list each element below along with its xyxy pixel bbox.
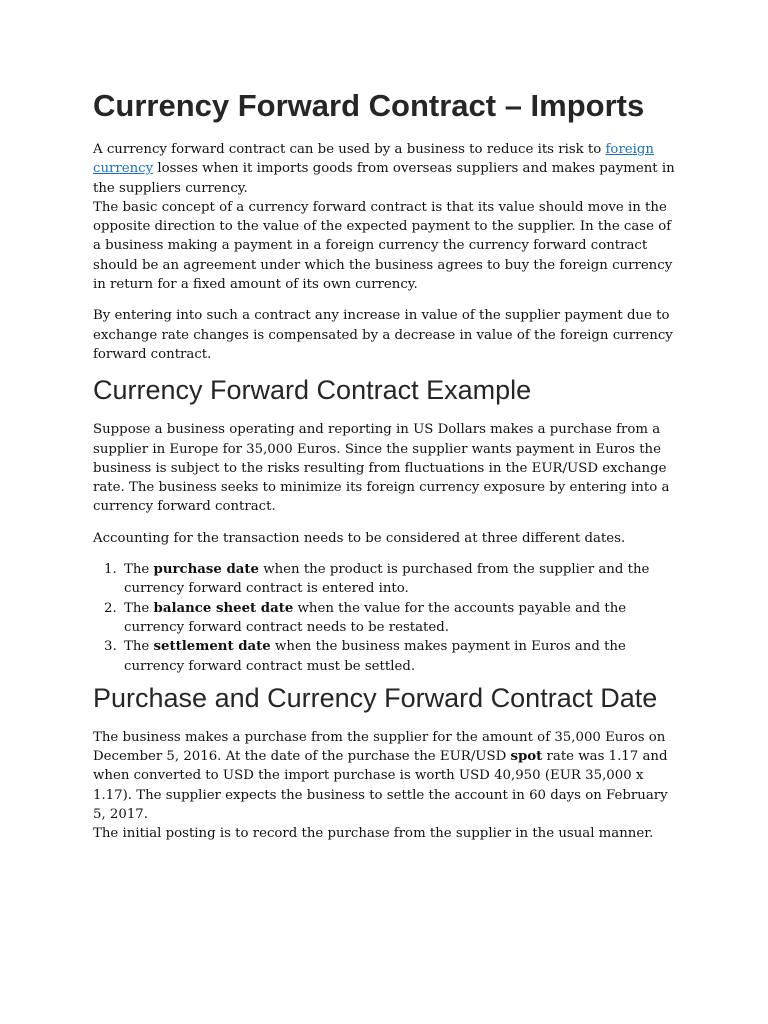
- list-item: [93, 637, 683, 676]
- list-item-prefix: The: [124, 639, 154, 655]
- purchase-paragraph-2: The initial posting is to record the purchase from the supplier in the usual manner.: [93, 826, 654, 842]
- intro-paragraph-1: [93, 140, 683, 198]
- list-item: [93, 560, 683, 599]
- purchase-text-before-bold: The business makes a purchase from the supplier for the amount of 35,000 Euros on December 5, 2016. At the date of the purchase the EUR/USD: [93, 729, 666, 765]
- spot-term: spot: [510, 749, 543, 765]
- dates-list: [93, 560, 683, 676]
- list-item-description: when the product is purchased from the supplier and the currency forward contract is entered into.: [124, 562, 650, 597]
- page-title: Currency Forward Contract – Imports: [93, 88, 645, 123]
- list-item-term: settlement date: [153, 639, 271, 655]
- list-item: [93, 599, 683, 638]
- list-item-number: 1.: [104, 562, 117, 578]
- list-item-term: purchase date: [153, 562, 259, 578]
- list-item-prefix: The: [124, 600, 154, 616]
- purchase-paragraph-1: [93, 728, 683, 824]
- list-item-prefix: The: [124, 562, 154, 578]
- example-heading: Currency Forward Contract Example: [93, 375, 532, 406]
- article-body: [93, 86, 683, 844]
- intro-paragraph-2: The basic concept of a currency forward contract is that its value should move in the opposite direction to the value of the expected payment to the supplier. In the case of a business making a payment in a foreign currency the currency forward contract should be an agreement under which the business agrees to buy the foreign currency in return for a fixed amount of its own currency.: [93, 199, 673, 293]
- list-item-description: when the business makes payment in Euros and the currency forward contract must be settled.: [124, 639, 626, 674]
- example-paragraph-2: Accounting for the transaction needs to be considered at three different dates.: [93, 530, 626, 546]
- list-item-number: 3.: [104, 639, 117, 655]
- foreign-currency-link[interactable]: foreign currency: [93, 142, 654, 177]
- intro-text-after-link: losses when it imports goods from overseas suppliers and makes payment in the suppliers currency.: [93, 161, 675, 196]
- list-item-term: balance sheet date: [153, 600, 294, 616]
- list-item-number: 2.: [104, 600, 117, 616]
- intro-paragraph-3: By entering into such a contract any increase in value of the supplier payment due to exchange rate changes is compensated by a decrease in value of the foreign currency forward contract.: [93, 308, 673, 362]
- purchase-heading: Purchase and Currency Forward Contract Date: [93, 682, 658, 713]
- intro-text-before-link: A currency forward contract can be used by a business to reduce its risk to: [93, 142, 606, 157]
- purchase-text-after-bold: rate was 1.17 and when converted to USD the import purchase is worth USD 40,950 (EUR 35,000 x 1.17). The supplier expects the business to settle the account in 60 days on February 5, 2017.: [93, 749, 668, 823]
- list-item-description: when the value for the accounts payable and the currency forward contract needs to be restated.: [124, 600, 627, 635]
- example-paragraph-1: Suppose a business operating and reporting in US Dollars makes a purchase from a supplier in Europe for 35,000 Euros. Since the supplier wants payment in Euros the business is subject to the risks resulting from fluctuations in the EUR/USD exchange rate. The business seeks to minimize its foreign currency exposure by entering into a currency forward contract.: [93, 422, 670, 515]
